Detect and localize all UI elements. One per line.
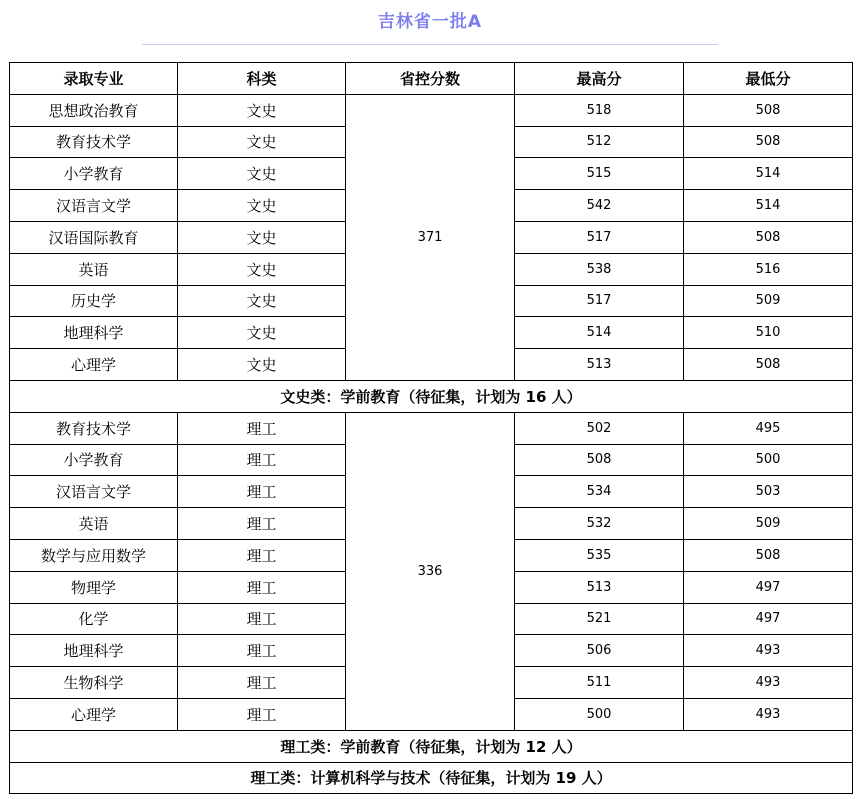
max-score-cell: 517 [515,285,684,317]
title-divider [142,44,718,45]
max-score-cell: 534 [515,476,684,508]
major-cell: 汉语国际教育 [10,221,178,253]
category-cell: 理工 [178,444,346,476]
category-cell: 文史 [178,221,346,253]
major-cell: 心理学 [10,698,178,730]
max-score-cell: 514 [515,317,684,349]
min-score-cell: 493 [684,667,853,699]
max-score-cell: 538 [515,253,684,285]
category-cell: 文史 [178,158,346,190]
category-cell: 理工 [178,571,346,603]
note-row [10,762,853,794]
header-min-score: 最低分 [684,63,853,95]
min-score-cell: 508 [684,221,853,253]
min-score-cell: 508 [684,349,853,381]
major-cell: 数学与应用数学 [10,539,178,571]
max-score-cell: 512 [515,126,684,158]
table-row [10,94,853,126]
admission-scores-table [9,62,853,794]
table-row [10,412,853,444]
major-cell: 教育技术学 [10,126,178,158]
min-score-cell: 516 [684,253,853,285]
min-score-cell: 508 [684,94,853,126]
max-score-cell: 532 [515,508,684,540]
min-score-cell: 510 [684,317,853,349]
note-row [10,380,853,412]
max-score-cell: 513 [515,349,684,381]
major-cell: 生物科学 [10,667,178,699]
category-cell: 文史 [178,349,346,381]
min-score-cell: 497 [684,603,853,635]
category-cell: 文史 [178,94,346,126]
header-control-score: 省控分数 [346,63,515,95]
category-cell: 文史 [178,126,346,158]
category-cell: 理工 [178,667,346,699]
max-score-cell: 542 [515,190,684,222]
control-score-cell: 371 [346,94,515,380]
max-score-cell: 506 [515,635,684,667]
min-score-cell: 495 [684,412,853,444]
max-score-cell: 535 [515,539,684,571]
major-cell: 思想政治教育 [10,94,178,126]
table-header-row [10,63,853,95]
category-cell: 文史 [178,190,346,222]
header-max-score: 最高分 [515,63,684,95]
category-cell: 文史 [178,317,346,349]
major-cell: 心理学 [10,349,178,381]
category-cell: 理工 [178,412,346,444]
header-major: 录取专业 [10,63,178,95]
major-cell: 汉语言文学 [10,476,178,508]
category-cell: 理工 [178,698,346,730]
max-score-cell: 500 [515,698,684,730]
note-row [10,730,853,762]
min-score-cell: 503 [684,476,853,508]
major-cell: 教育技术学 [10,412,178,444]
major-cell: 化学 [10,603,178,635]
min-score-cell: 497 [684,571,853,603]
min-score-cell: 493 [684,698,853,730]
major-cell: 小学教育 [10,158,178,190]
page-title: 吉林省一批A [377,12,483,32]
major-cell: 小学教育 [10,444,178,476]
major-cell: 历史学 [10,285,178,317]
major-cell: 地理科学 [10,317,178,349]
min-score-cell: 493 [684,635,853,667]
max-score-cell: 502 [515,412,684,444]
max-score-cell: 518 [515,94,684,126]
category-cell: 理工 [178,508,346,540]
note-cell: 文史类：学前教育（待征集，计划为 16 人） [10,380,853,412]
max-score-cell: 511 [515,667,684,699]
category-cell: 理工 [178,603,346,635]
major-cell: 物理学 [10,571,178,603]
header-category: 科类 [178,63,346,95]
min-score-cell: 509 [684,508,853,540]
min-score-cell: 514 [684,190,853,222]
category-cell: 理工 [178,635,346,667]
control-score-cell: 336 [346,412,515,730]
note-cell: 理工类：学前教育（待征集，计划为 12 人） [10,730,853,762]
category-cell: 文史 [178,285,346,317]
max-score-cell: 508 [515,444,684,476]
category-cell: 文史 [178,253,346,285]
max-score-cell: 513 [515,571,684,603]
major-cell: 汉语言文学 [10,190,178,222]
note-cell: 理工类：计算机科学与技术（待征集，计划为 19 人） [10,762,853,794]
min-score-cell: 509 [684,285,853,317]
max-score-cell: 515 [515,158,684,190]
major-cell: 英语 [10,253,178,285]
major-cell: 地理科学 [10,635,178,667]
max-score-cell: 517 [515,221,684,253]
min-score-cell: 508 [684,126,853,158]
table-body [10,94,853,794]
min-score-cell: 508 [684,539,853,571]
max-score-cell: 521 [515,603,684,635]
min-score-cell: 514 [684,158,853,190]
category-cell: 理工 [178,476,346,508]
major-cell: 英语 [10,508,178,540]
min-score-cell: 500 [684,444,853,476]
category-cell: 理工 [178,539,346,571]
